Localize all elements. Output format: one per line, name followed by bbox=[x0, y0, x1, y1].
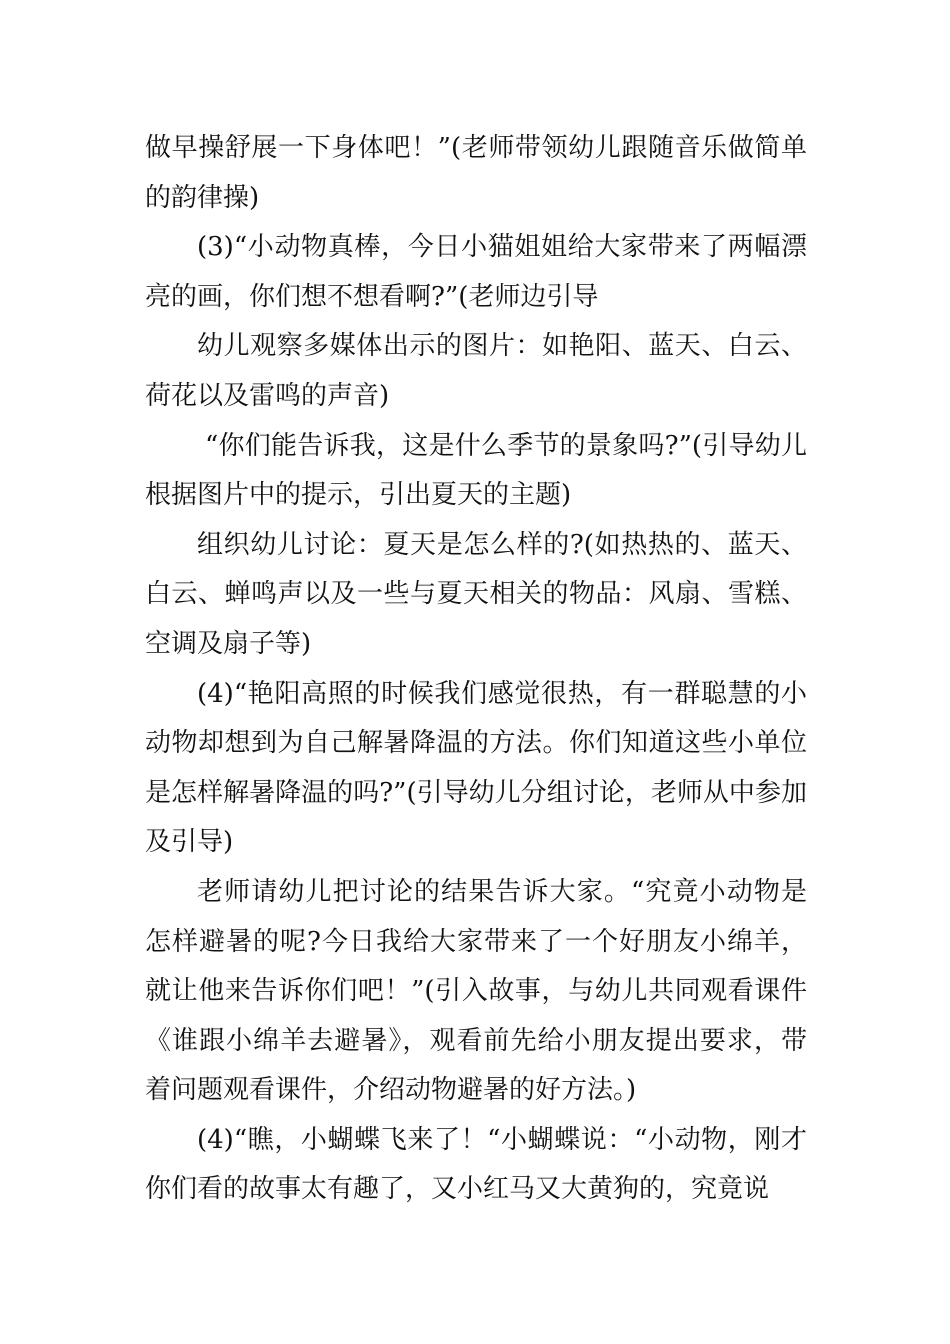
paragraph-6: (4)“艳阳高照的时候我们感觉很热，有一群聪慧的小动物却想到为自己解暑降温的方法。你们知道这些小单位是怎样解暑降温的吗?”(引导幼儿分组讨论，老师从中参加及引导) bbox=[145, 678, 807, 858]
document-body bbox=[145, 124, 807, 1215]
paragraph-7: 老师请幼儿把讨论的结果告诉大家。“究竟小动物是怎样避暑的呢?今日我给大家带来了一个好朋友小绵羊，就让他来告诉你们吧！”(引入故事，与幼儿共同观看课件《谁跟小绵羊去避暑》，观看前先给小朋友提出要求，带着问题观看课件，介绍动物避暑的好方法。) bbox=[145, 876, 807, 1106]
paragraph-3: 幼儿观察多媒体出示的图片：如艳阳、蓝天、白云、荷花以及雷鸣的声音) bbox=[145, 331, 807, 411]
paragraph-4: “你们能告诉我，这是什么季节的景象吗?”(引导幼儿根据图片中的提示，引出夏天的主题) bbox=[145, 430, 807, 511]
paragraph-1: 做早操舒展一下身体吧！”(老师带领幼儿跟随音乐做简单的韵律操) bbox=[145, 133, 807, 213]
paragraph-2: (3)“小动物真棒，今日小猫姐姐给大家带来了两幅漂亮的画，你们想不想看啊?”(老师边引导 bbox=[145, 232, 807, 312]
paragraph-8: (4)“瞧，小蝴蝶飞来了！“小蝴蝶说：“小动物，刚才你们看的故事太有趣了，又小红马又大黄狗的，究竟说 bbox=[145, 1124, 807, 1205]
paragraph-5: 组织幼儿讨论：夏天是怎么样的?(如热热的、蓝天、白云、蝉鸣声以及一些与夏天相关的物品：风扇、雪糕、空调及扇子等) bbox=[145, 529, 807, 659]
